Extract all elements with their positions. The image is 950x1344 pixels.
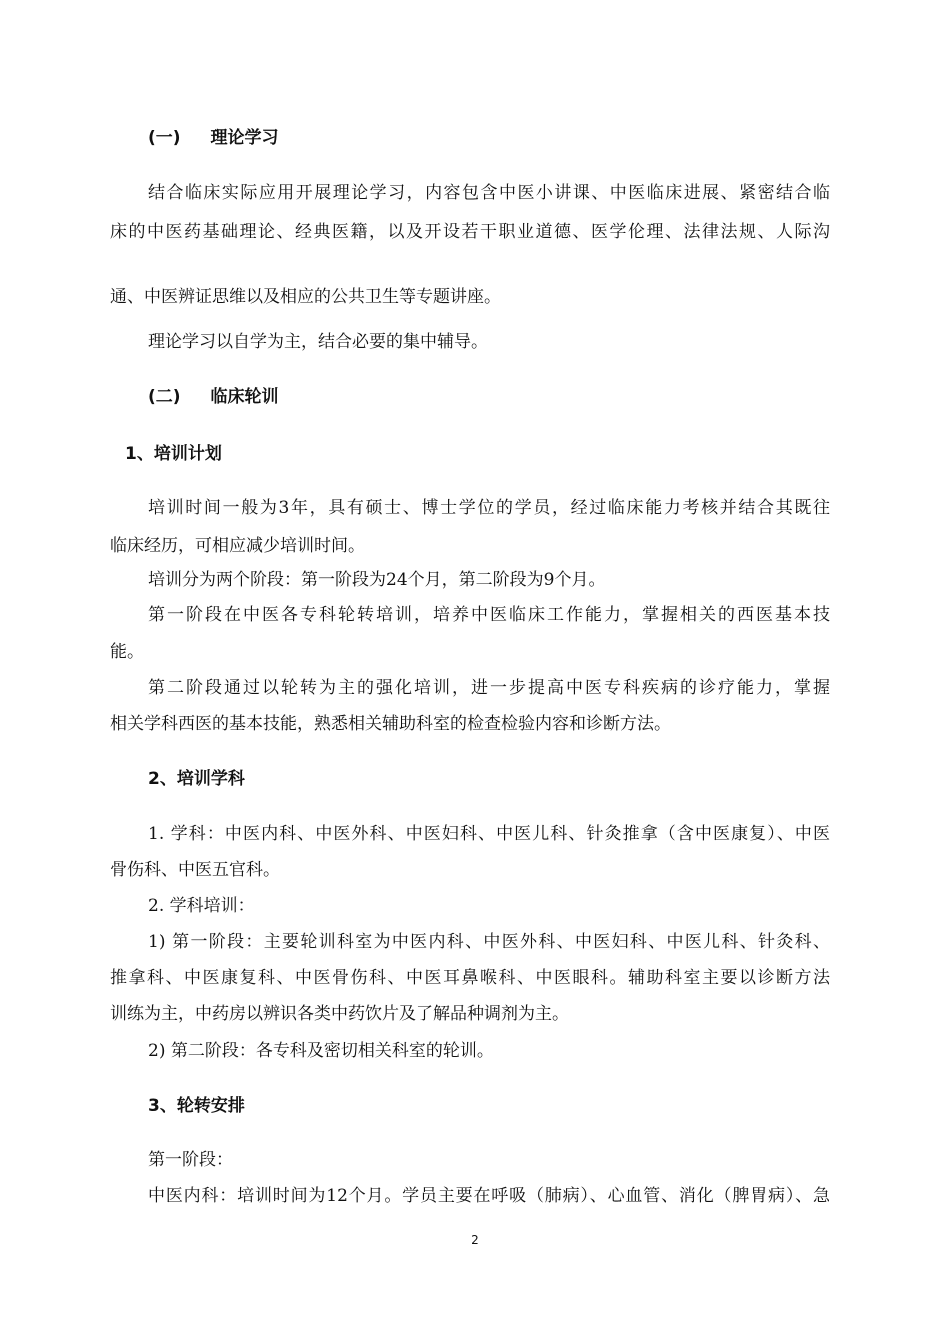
- section-heading-clinical: [148, 385, 279, 409]
- subheading-training-plan: 1、培训计划: [125, 444, 222, 464]
- paragraph-line: 培训分为两个阶段：第一阶段为24个月，第二阶段为9个月。: [148, 570, 606, 590]
- page-number: 2: [471, 1233, 479, 1247]
- paragraph-line: 第一阶段：: [148, 1150, 233, 1170]
- paragraph-line: 临床经历，可相应减少培训时间。: [110, 536, 365, 556]
- paragraph-line: 理论学习以自学为主，结合必要的集中辅导。: [148, 332, 488, 352]
- paragraph-line: 推拿科、中医康复科、中医骨伤科、中医耳鼻喉科、中医眼科。辅助科室主要以诊断方法: [110, 968, 830, 988]
- section-title: 理论学习: [210, 128, 279, 148]
- paragraph-line: 2. 学科培训：: [148, 896, 255, 916]
- section-number: (一): [148, 128, 181, 148]
- paragraph-line: 1) 第一阶段：主要轮训科室为中医内科、中医外科、中医妇科、中医儿科、针灸科、: [148, 932, 830, 952]
- subheading-disciplines: 2、培训学科: [148, 769, 245, 789]
- paragraph-line: 2) 第二阶段：各专科及密切相关科室的轮训。: [148, 1041, 494, 1061]
- paragraph-line: 床的中医药基础理论、经典医籍，以及开设若干职业道德、医学伦理、法律法规、人际沟: [110, 222, 830, 242]
- paragraph-line: 相关学科西医的基本技能，熟悉相关辅助科室的检查检验内容和诊断方法。: [110, 714, 671, 734]
- paragraph-line: 中医内科：培训时间为12个月。学员主要在呼吸（肺病）、心血管、消化（脾胃病）、急: [148, 1186, 830, 1206]
- paragraph-line: 培训时间一般为3年，具有硕士、博士学位的学员，经过临床能力考核并结合其既往: [148, 498, 830, 518]
- paragraph-line: 骨伤科、中医五官科。: [110, 860, 280, 880]
- subheading-rotation: 3、轮转安排: [148, 1096, 245, 1116]
- section-heading-theory: [148, 126, 279, 150]
- paragraph-line: 第二阶段通过以轮转为主的强化培训，进一步提高中医专科疾病的诊疗能力，掌握: [148, 678, 830, 698]
- paragraph-line: 结合临床实际应用开展理论学习，内容包含中医小讲课、中医临床进展、紧密结合临: [148, 183, 830, 203]
- paragraph-line: 通、中医辨证思维以及相应的公共卫生等专题讲座。: [110, 287, 501, 307]
- paragraph-line: 1. 学科：中医内科、中医外科、中医妇科、中医儿科、针灸推拿（含中医康复）、中医: [148, 824, 830, 844]
- paragraph-line: 能。: [110, 642, 144, 662]
- paragraph-line: 第一阶段在中医各专科轮转培训，培养中医临床工作能力，掌握相关的西医基本技: [148, 605, 830, 625]
- section-number: (二): [148, 387, 181, 407]
- section-title: 临床轮训: [210, 387, 279, 407]
- paragraph-line: 训练为主，中药房以辨识各类中药饮片及了解品种调剂为主。: [110, 1004, 569, 1024]
